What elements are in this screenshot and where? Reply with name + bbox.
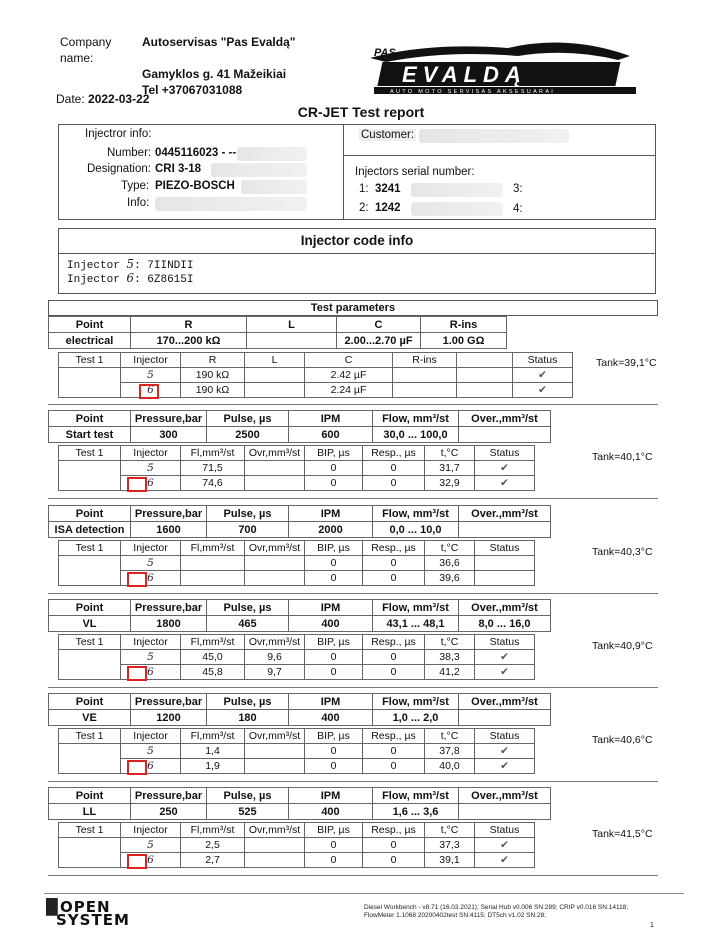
resp-measure: 0 — [363, 838, 425, 853]
ipm-value: 2000 — [289, 522, 373, 538]
param-header: IPM — [289, 600, 373, 616]
company-address: Gamyklos g. 41 Mažeikiai — [142, 67, 287, 81]
pulse-value: 525 — [207, 804, 289, 820]
measure-header: Fl,mm³/st — [181, 729, 245, 744]
measure-header: Injector — [121, 635, 181, 650]
tank-temperature: Tank=40,6°C — [592, 734, 653, 746]
table-row — [59, 744, 535, 759]
logo-main-text: EVALDĄ — [402, 62, 527, 87]
measure-header: Resp., µs — [363, 729, 425, 744]
param-header: Flow, mm³/st — [373, 506, 459, 522]
point-value: ISA detection — [49, 522, 131, 538]
param-table — [48, 787, 551, 820]
over-value — [459, 710, 551, 726]
serial-3-num: 3: — [513, 183, 523, 195]
designation-value: CRI 3-18 — [155, 163, 202, 175]
serial-label: Injectors serial number: — [355, 166, 475, 178]
table-row — [59, 838, 535, 853]
serial-2-num: 2: — [359, 202, 369, 214]
param-header: Point — [49, 788, 131, 804]
param-header: Pressure,bar — [131, 411, 207, 427]
injector-info-title: Injectror info: — [85, 128, 152, 140]
logo-top-text: PAS — [374, 47, 396, 59]
measure-header: Test 1 — [59, 635, 121, 650]
number-label: Number: — [107, 147, 152, 159]
flow-value: 0,0 ... 10,0 — [373, 522, 459, 538]
flow-measure: 74,6 — [181, 476, 245, 491]
status-check-icon: ✔ — [475, 759, 535, 774]
header-c: C — [337, 317, 421, 333]
param-header: IPM — [289, 411, 373, 427]
param-header: IPM — [289, 506, 373, 522]
info-label: Info: — [127, 197, 150, 209]
measure-header: Ovr,mm³/st — [245, 635, 305, 650]
over-value: 8,0 ... 16,0 — [459, 616, 551, 632]
pressure-value: 1200 — [131, 710, 207, 726]
param-header: Pressure,bar — [131, 600, 207, 616]
table-row — [59, 461, 535, 476]
designation-label: Designation: — [87, 163, 151, 175]
type-value: PIEZO-BOSCH — [155, 180, 235, 192]
measure-header: Injector — [121, 729, 181, 744]
code-line-2: Injector 6: 6Z8615I — [67, 271, 194, 286]
over-value — [459, 427, 551, 443]
page-number: 1 — [650, 922, 654, 929]
tank-temperature: Tank=41,5°C — [592, 828, 653, 840]
measure-header: Resp., µs — [363, 635, 425, 650]
highlight-box — [127, 477, 147, 492]
status-check-icon: ✔ — [513, 368, 573, 383]
status-check-icon — [475, 571, 535, 586]
flow-value: 1,6 ... 3,6 — [373, 804, 459, 820]
injector-number: 5 — [121, 838, 181, 853]
point-value: LL — [49, 804, 131, 820]
code-info-title: Injector code info — [300, 233, 414, 248]
param-header: Pressure,bar — [131, 506, 207, 522]
param-header: IPM — [289, 788, 373, 804]
bip-measure: 0 — [305, 650, 363, 665]
measure-header: BIP, µs — [305, 729, 363, 744]
measure-header: Status — [475, 446, 535, 461]
measure-header: BIP, µs — [305, 823, 363, 838]
ipm-value: 400 — [289, 804, 373, 820]
param-header: Over.,mm³/st — [459, 788, 551, 804]
param-header: Pulse, µs — [207, 506, 289, 522]
measure-header: t,°C — [425, 823, 475, 838]
injector-number: 6 — [121, 476, 181, 491]
software-info: Diesel Workbench - v8.71 (16.03.2021); Serial Hub v0.006 SN:289; CRIP v0.016 SN:14118; FlowMeter 1.1068 20200402test SN:4115; DT5ch v1.02 SN:28; — [364, 904, 629, 919]
serial-4-num: 4: — [513, 203, 523, 215]
injector-number: 6 — [121, 383, 181, 398]
electrical-r: 170...200 kΩ — [131, 333, 247, 349]
measure-header: Fl,mm³/st — [181, 635, 245, 650]
param-header: Over.,mm³/st — [459, 694, 551, 710]
bip-measure: 0 — [305, 461, 363, 476]
injector-number: 6 — [121, 853, 181, 868]
param-header: Pulse, µs — [207, 600, 289, 616]
date-label: Date: — [56, 92, 85, 106]
param-header: Pressure,bar — [131, 694, 207, 710]
type-label: Type: — [121, 180, 150, 192]
tank-temperature: Tank=40,3°C — [592, 546, 653, 558]
param-header: Point — [49, 506, 131, 522]
temp-measure: 37,8 — [425, 744, 475, 759]
pressure-value: 1600 — [131, 522, 207, 538]
over-value — [459, 522, 551, 538]
resp-measure: 0 — [363, 853, 425, 868]
highlight-box — [127, 760, 147, 775]
measure-header: Injector — [121, 541, 181, 556]
param-header: Over.,mm³/st — [459, 600, 551, 616]
measure-header: Test 1 — [59, 729, 121, 744]
company-header — [60, 34, 295, 98]
param-table — [48, 599, 551, 632]
tank-temperature: Tank=39,1°C — [596, 357, 657, 369]
tank-temperature: Tank=40,9°C — [592, 640, 653, 652]
temp-measure: 40,0 — [425, 759, 475, 774]
measure-header: t,°C — [425, 446, 475, 461]
flow-measure: 45,0 — [181, 650, 245, 665]
table-row — [59, 650, 535, 665]
measure-header: t,°C — [425, 541, 475, 556]
over-measure — [245, 838, 305, 853]
param-table — [48, 505, 551, 538]
resp-measure: 0 — [363, 571, 425, 586]
measure-header: Test 1 — [59, 541, 121, 556]
param-table — [48, 410, 551, 443]
measure-header: Fl,mm³/st — [181, 446, 245, 461]
param-header: IPM — [289, 694, 373, 710]
param-header: Pulse, µs — [207, 411, 289, 427]
measure-header: Ovr,mm³/st — [245, 446, 305, 461]
param-header: Flow, mm³/st — [373, 600, 459, 616]
bip-measure: 0 — [305, 556, 363, 571]
flow-value: 1,0 ... 2,0 — [373, 710, 459, 726]
bip-measure: 0 — [305, 759, 363, 774]
param-header: Pulse, µs — [207, 694, 289, 710]
pulse-value: 465 — [207, 616, 289, 632]
resp-measure: 0 — [363, 461, 425, 476]
point-value: VE — [49, 710, 131, 726]
status-check-icon: ✔ — [475, 838, 535, 853]
injector-number: 5 — [121, 368, 181, 383]
resp-measure: 0 — [363, 665, 425, 680]
resp-measure: 0 — [363, 744, 425, 759]
bip-measure: 0 — [305, 571, 363, 586]
highlight-box — [127, 666, 147, 681]
header-r: R — [131, 317, 247, 333]
pulse-value: 180 — [207, 710, 289, 726]
handwritten-injector-number: 5 — [126, 257, 135, 271]
ipm-value: 400 — [289, 616, 373, 632]
measure-header: Test 1 — [59, 823, 121, 838]
temp-measure: 32,9 — [425, 476, 475, 491]
over-measure — [245, 571, 305, 586]
table-row: 5 190 kΩ 2.42 µF ✔ — [59, 368, 573, 383]
code-line-1: Injector 5: 7IINDII — [67, 257, 194, 272]
ipm-value: 400 — [289, 710, 373, 726]
serial-1-num: 1: — [359, 183, 369, 195]
flow-value: 43,1 ... 48,1 — [373, 616, 459, 632]
status-check-icon: ✔ — [475, 650, 535, 665]
measure-header: Resp., µs — [363, 541, 425, 556]
status-check-icon: ✔ — [475, 853, 535, 868]
temp-measure: 31,7 — [425, 461, 475, 476]
status-check-icon: ✔ — [475, 744, 535, 759]
pressure-value: 250 — [131, 804, 207, 820]
injector-number: 5 — [121, 556, 181, 571]
measure-header: BIP, µs — [305, 446, 363, 461]
param-header: Flow, mm³/st — [373, 788, 459, 804]
company-label: Company name: — [60, 35, 112, 65]
over-value — [459, 804, 551, 820]
electrical-rins: 1.00 GΩ — [421, 333, 507, 349]
tank-temperature: Tank=40,1°C — [592, 451, 653, 463]
electrical-measure-table: Test 1 Injector R L C R-ins Status 5 190 kΩ 2.42 µF ✔ 6 190 kΩ 2.24 µF ✔ — [58, 352, 573, 398]
pressure-value: 1800 — [131, 616, 207, 632]
date-value: 2022-03-22 — [88, 92, 150, 106]
injector-number: 6 — [121, 665, 181, 680]
status-check-icon: ✔ — [475, 461, 535, 476]
flow-measure — [181, 571, 245, 586]
measure-header: Resp., µs — [363, 446, 425, 461]
injector-number: 6 — [121, 571, 181, 586]
resp-measure: 0 — [363, 650, 425, 665]
serial-1-value: 3241 — [375, 183, 401, 195]
highlight-box — [139, 384, 159, 399]
company-name: Autoservisas "Pas Evaldą" — [142, 35, 296, 49]
status-check-icon: ✔ — [475, 476, 535, 491]
param-table — [48, 693, 551, 726]
resp-measure: 0 — [363, 476, 425, 491]
report-title: CR-JET Test report — [297, 104, 425, 120]
temp-measure: 39,1 — [425, 853, 475, 868]
flow-measure: 71,5 — [181, 461, 245, 476]
customer-label: Customer: — [361, 129, 415, 141]
measure-header: BIP, µs — [305, 635, 363, 650]
table-row — [59, 556, 535, 571]
handwritten-injector-number: 6 — [126, 271, 135, 285]
injector-number: 5 — [121, 650, 181, 665]
injector-code-box — [58, 228, 656, 294]
flow-measure: 1,4 — [181, 744, 245, 759]
over-measure — [245, 556, 305, 571]
open-system-logo: █OPEN SYSTEM — [46, 898, 130, 929]
status-check-icon: ✔ — [513, 383, 573, 398]
measure-header: Fl,mm³/st — [181, 541, 245, 556]
measure-header: BIP, µs — [305, 541, 363, 556]
measure-header: t,°C — [425, 729, 475, 744]
injector-number: 6 — [121, 759, 181, 774]
logo-sub-text: AUTO MOTO SERVISAS AKSESUARAI — [390, 89, 556, 95]
measure-header: Ovr,mm³/st — [245, 823, 305, 838]
measure-header: Status — [475, 541, 535, 556]
flow-value: 30,0 ... 100,0 — [373, 427, 459, 443]
evalda-logo — [368, 36, 638, 96]
measure-header: Ovr,mm³/st — [245, 541, 305, 556]
flow-measure: 2,7 — [181, 853, 245, 868]
status-check-icon — [475, 556, 535, 571]
flow-measure: 1,9 — [181, 759, 245, 774]
temp-measure: 39,6 — [425, 571, 475, 586]
header-point: Point — [49, 317, 131, 333]
over-measure: 9,6 — [245, 650, 305, 665]
flow-measure: 45,8 — [181, 665, 245, 680]
footer-line — [44, 893, 684, 894]
pulse-value: 2500 — [207, 427, 289, 443]
table-row: 6 190 kΩ 2.24 µF ✔ — [59, 383, 573, 398]
param-header: Pressure,bar — [131, 788, 207, 804]
bip-measure: 0 — [305, 744, 363, 759]
electrical-c: 2.00...2.70 µF — [337, 333, 421, 349]
flow-measure — [181, 556, 245, 571]
over-measure — [245, 853, 305, 868]
temp-measure: 41,2 — [425, 665, 475, 680]
highlight-box — [127, 572, 147, 587]
over-measure — [245, 476, 305, 491]
measure-header: Test 1 — [59, 446, 121, 461]
header-l: L — [247, 317, 337, 333]
injector-info-box — [58, 124, 656, 220]
over-measure: 9,7 — [245, 665, 305, 680]
resp-measure: 0 — [363, 759, 425, 774]
bip-measure: 0 — [305, 838, 363, 853]
company-phone: Tel +37067031088 — [142, 83, 243, 97]
temp-measure: 38,3 — [425, 650, 475, 665]
ipm-value: 600 — [289, 427, 373, 443]
bip-measure: 0 — [305, 476, 363, 491]
temp-measure: 37,3 — [425, 838, 475, 853]
electrical-point: electrical — [49, 333, 131, 349]
measure-header: Status — [475, 635, 535, 650]
bip-measure: 0 — [305, 665, 363, 680]
resp-measure: 0 — [363, 556, 425, 571]
pulse-value: 700 — [207, 522, 289, 538]
measure-header: Resp., µs — [363, 823, 425, 838]
measure-header: Status — [475, 729, 535, 744]
electrical-param-table — [48, 316, 599, 349]
status-check-icon: ✔ — [475, 665, 535, 680]
over-measure — [245, 759, 305, 774]
over-measure — [245, 744, 305, 759]
measure-header: Injector — [121, 446, 181, 461]
param-header: Over.,mm³/st — [459, 506, 551, 522]
measure-header: Fl,mm³/st — [181, 823, 245, 838]
header-rins: R-ins — [421, 317, 507, 333]
number-value: 0445116023 - -- — [155, 147, 237, 159]
param-header: Point — [49, 600, 131, 616]
injector-number: 5 — [121, 461, 181, 476]
highlight-box — [127, 854, 147, 869]
param-header: Point — [49, 411, 131, 427]
bip-measure: 0 — [305, 853, 363, 868]
point-value: VL — [49, 616, 131, 632]
serial-2-value: 1242 — [375, 202, 401, 214]
pressure-value: 300 — [131, 427, 207, 443]
electrical-l — [247, 333, 337, 349]
injector-number: 5 — [121, 744, 181, 759]
test-parameters-title: Test parameters — [48, 300, 658, 316]
measure-header: Injector — [121, 823, 181, 838]
flow-measure: 2,5 — [181, 838, 245, 853]
param-header: Pulse, µs — [207, 788, 289, 804]
param-header: Flow, mm³/st — [373, 411, 459, 427]
over-measure — [245, 461, 305, 476]
param-header: Point — [49, 694, 131, 710]
temp-measure: 36,6 — [425, 556, 475, 571]
measure-header: Status — [475, 823, 535, 838]
param-header: Flow, mm³/st — [373, 694, 459, 710]
measure-header: t,°C — [425, 635, 475, 650]
param-header: Over.,mm³/st — [459, 411, 551, 427]
point-value: Start test — [49, 427, 131, 443]
measure-header: Ovr,mm³/st — [245, 729, 305, 744]
